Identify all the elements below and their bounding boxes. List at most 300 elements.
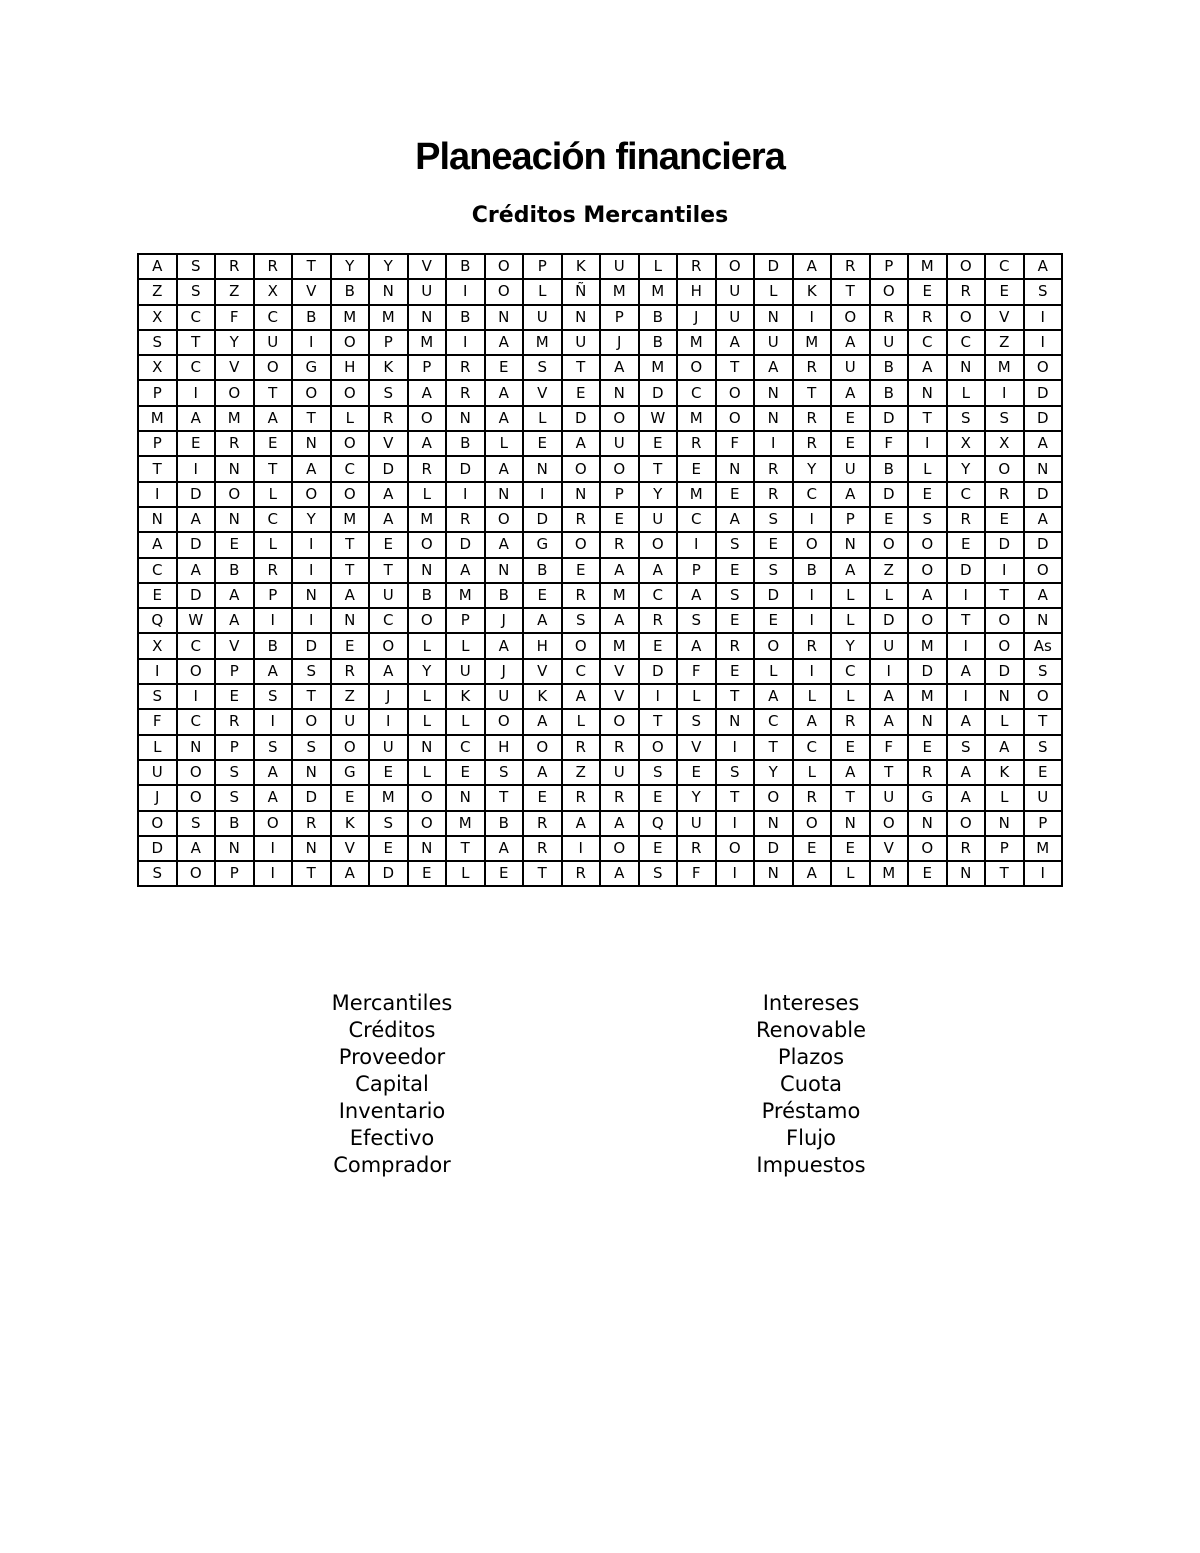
grid-cell[interactable]: R xyxy=(793,355,832,380)
grid-cell[interactable]: I xyxy=(793,305,832,330)
grid-cell[interactable]: X xyxy=(138,305,177,330)
grid-cell[interactable]: E xyxy=(331,633,370,658)
grid-cell[interactable]: R xyxy=(716,633,755,658)
grid-cell[interactable]: O xyxy=(408,406,447,431)
grid-cell[interactable]: U xyxy=(523,305,562,330)
grid-cell[interactable]: A xyxy=(138,532,177,557)
grid-cell[interactable]: S xyxy=(639,861,678,886)
grid-cell[interactable]: P xyxy=(138,380,177,405)
grid-cell[interactable]: L xyxy=(639,254,678,279)
grid-cell[interactable]: I xyxy=(947,583,986,608)
grid-cell[interactable]: V xyxy=(215,355,254,380)
grid-cell[interactable]: O xyxy=(947,305,986,330)
grid-cell[interactable]: N xyxy=(947,861,986,886)
grid-cell[interactable]: B xyxy=(639,330,678,355)
grid-cell[interactable]: T xyxy=(947,608,986,633)
grid-cell[interactable]: R xyxy=(215,254,254,279)
grid-cell[interactable]: S xyxy=(369,811,408,836)
grid-cell[interactable]: B xyxy=(870,456,909,481)
grid-cell[interactable]: O xyxy=(908,836,947,861)
grid-cell[interactable]: E xyxy=(754,532,793,557)
grid-cell[interactable]: M xyxy=(1024,836,1063,861)
grid-cell[interactable]: B xyxy=(485,811,524,836)
grid-cell[interactable]: Z xyxy=(985,330,1024,355)
grid-cell[interactable]: U xyxy=(600,254,639,279)
grid-cell[interactable]: O xyxy=(639,735,678,760)
grid-cell[interactable]: I xyxy=(292,608,331,633)
grid-cell[interactable]: E xyxy=(177,431,216,456)
grid-cell[interactable]: O xyxy=(600,709,639,734)
grid-cell[interactable]: U xyxy=(331,709,370,734)
grid-cell[interactable]: D xyxy=(177,583,216,608)
grid-cell[interactable]: L xyxy=(408,633,447,658)
grid-cell[interactable]: D xyxy=(1024,532,1063,557)
grid-cell[interactable]: R xyxy=(947,836,986,861)
grid-cell[interactable]: O xyxy=(254,355,293,380)
grid-cell[interactable]: I xyxy=(177,456,216,481)
grid-cell[interactable]: B xyxy=(331,279,370,304)
grid-cell[interactable]: N xyxy=(562,305,601,330)
grid-cell[interactable]: T xyxy=(639,709,678,734)
grid-cell[interactable]: N xyxy=(716,709,755,734)
grid-cell[interactable]: K xyxy=(331,811,370,836)
grid-cell[interactable]: N xyxy=(408,836,447,861)
grid-cell[interactable]: X xyxy=(138,633,177,658)
grid-cell[interactable]: C xyxy=(639,583,678,608)
grid-cell[interactable]: O xyxy=(600,406,639,431)
grid-cell[interactable]: E xyxy=(446,760,485,785)
grid-cell[interactable]: J xyxy=(138,785,177,810)
grid-cell[interactable]: N xyxy=(292,836,331,861)
grid-cell[interactable]: N xyxy=(985,684,1024,709)
grid-cell[interactable]: F xyxy=(870,431,909,456)
grid-cell[interactable]: O xyxy=(408,785,447,810)
grid-cell[interactable]: O xyxy=(639,532,678,557)
grid-cell[interactable]: C xyxy=(908,330,947,355)
grid-cell[interactable]: H xyxy=(523,633,562,658)
grid-cell[interactable]: I xyxy=(1024,861,1063,886)
grid-cell[interactable]: T xyxy=(870,760,909,785)
grid-cell[interactable]: R xyxy=(754,456,793,481)
grid-cell[interactable]: B xyxy=(446,305,485,330)
grid-cell[interactable]: I xyxy=(446,482,485,507)
grid-cell[interactable]: Z xyxy=(331,684,370,709)
grid-cell[interactable]: P xyxy=(215,861,254,886)
grid-cell[interactable]: S xyxy=(677,709,716,734)
grid-cell[interactable]: A xyxy=(870,709,909,734)
grid-cell[interactable]: U xyxy=(716,279,755,304)
grid-cell[interactable]: T xyxy=(716,785,755,810)
grid-cell[interactable]: C xyxy=(793,735,832,760)
grid-cell[interactable]: E xyxy=(908,861,947,886)
grid-cell[interactable]: I xyxy=(292,330,331,355)
grid-cell[interactable]: D xyxy=(754,254,793,279)
grid-cell[interactable]: E xyxy=(908,279,947,304)
grid-cell[interactable]: A xyxy=(523,608,562,633)
grid-cell[interactable]: I xyxy=(177,380,216,405)
grid-cell[interactable]: A xyxy=(985,735,1024,760)
grid-cell[interactable]: S xyxy=(369,380,408,405)
grid-cell[interactable]: I xyxy=(793,659,832,684)
grid-cell[interactable]: M xyxy=(138,406,177,431)
grid-cell[interactable]: M xyxy=(600,279,639,304)
grid-cell[interactable]: L xyxy=(446,709,485,734)
grid-cell[interactable]: A xyxy=(177,507,216,532)
grid-cell[interactable]: N xyxy=(138,507,177,532)
grid-cell[interactable]: T xyxy=(1024,709,1063,734)
grid-cell[interactable]: D xyxy=(369,861,408,886)
grid-cell[interactable]: P xyxy=(408,355,447,380)
grid-cell[interactable]: B xyxy=(870,380,909,405)
grid-cell[interactable]: R xyxy=(793,633,832,658)
grid-cell[interactable]: H xyxy=(331,355,370,380)
grid-cell[interactable]: E xyxy=(331,785,370,810)
grid-cell[interactable]: E xyxy=(908,482,947,507)
grid-cell[interactable]: F xyxy=(677,861,716,886)
grid-cell[interactable]: O xyxy=(331,482,370,507)
grid-cell[interactable]: N xyxy=(215,456,254,481)
grid-cell[interactable]: L xyxy=(408,684,447,709)
grid-cell[interactable]: N xyxy=(485,482,524,507)
grid-cell[interactable]: N xyxy=(215,836,254,861)
grid-cell[interactable]: E xyxy=(716,608,755,633)
grid-cell[interactable]: O xyxy=(870,811,909,836)
grid-cell[interactable]: O xyxy=(408,532,447,557)
grid-cell[interactable]: Z xyxy=(562,760,601,785)
grid-cell[interactable]: T xyxy=(716,684,755,709)
grid-cell[interactable]: D xyxy=(523,507,562,532)
grid-cell[interactable]: D xyxy=(446,456,485,481)
grid-cell[interactable]: T xyxy=(793,380,832,405)
grid-cell[interactable]: A xyxy=(831,760,870,785)
grid-cell[interactable]: S xyxy=(947,735,986,760)
grid-cell[interactable]: P xyxy=(138,431,177,456)
grid-cell[interactable]: M xyxy=(870,861,909,886)
grid-cell[interactable]: I xyxy=(985,380,1024,405)
grid-cell[interactable]: A xyxy=(1024,583,1063,608)
grid-cell[interactable]: T xyxy=(292,406,331,431)
grid-cell[interactable]: A xyxy=(562,431,601,456)
grid-cell[interactable]: U xyxy=(600,431,639,456)
grid-cell[interactable]: T xyxy=(292,254,331,279)
grid-cell[interactable]: I xyxy=(254,709,293,734)
grid-cell[interactable]: A xyxy=(177,836,216,861)
grid-cell[interactable]: D xyxy=(870,406,909,431)
grid-cell[interactable]: W xyxy=(177,608,216,633)
grid-cell[interactable]: A xyxy=(485,330,524,355)
grid-cell[interactable]: L xyxy=(408,709,447,734)
grid-cell[interactable]: R xyxy=(947,279,986,304)
grid-cell[interactable]: R xyxy=(831,254,870,279)
grid-cell[interactable]: E xyxy=(831,836,870,861)
grid-cell[interactable]: R xyxy=(254,558,293,583)
grid-cell[interactable]: V xyxy=(985,305,1024,330)
grid-cell[interactable]: U xyxy=(369,735,408,760)
grid-cell[interactable]: R xyxy=(908,305,947,330)
grid-cell[interactable]: I xyxy=(177,684,216,709)
grid-cell[interactable]: E xyxy=(793,836,832,861)
grid-cell[interactable]: A xyxy=(1024,254,1063,279)
grid-cell[interactable]: I xyxy=(254,861,293,886)
grid-cell[interactable]: E xyxy=(870,507,909,532)
grid-cell[interactable]: M xyxy=(908,254,947,279)
grid-cell[interactable]: U xyxy=(870,633,909,658)
grid-cell[interactable]: V xyxy=(369,431,408,456)
grid-cell[interactable]: T xyxy=(985,583,1024,608)
grid-cell[interactable]: M xyxy=(446,811,485,836)
grid-cell[interactable]: O xyxy=(408,608,447,633)
grid-cell[interactable]: N xyxy=(600,380,639,405)
grid-cell[interactable]: N xyxy=(292,760,331,785)
grid-cell[interactable]: S xyxy=(754,558,793,583)
grid-cell[interactable]: O xyxy=(254,811,293,836)
grid-cell[interactable]: U xyxy=(831,456,870,481)
grid-cell[interactable]: D xyxy=(446,532,485,557)
grid-cell[interactable]: D xyxy=(870,482,909,507)
grid-cell[interactable]: Y xyxy=(947,456,986,481)
grid-cell[interactable]: I xyxy=(985,558,1024,583)
grid-cell[interactable]: F xyxy=(870,735,909,760)
grid-cell[interactable]: O xyxy=(408,811,447,836)
grid-cell[interactable]: R xyxy=(215,431,254,456)
grid-cell[interactable]: S xyxy=(215,785,254,810)
grid-cell[interactable]: I xyxy=(870,659,909,684)
grid-cell[interactable]: A xyxy=(831,330,870,355)
grid-cell[interactable]: L xyxy=(831,861,870,886)
grid-cell[interactable]: I xyxy=(523,482,562,507)
grid-cell[interactable]: L xyxy=(754,279,793,304)
grid-cell[interactable]: K xyxy=(369,355,408,380)
grid-cell[interactable]: T xyxy=(523,861,562,886)
grid-cell[interactable]: T xyxy=(292,861,331,886)
grid-cell[interactable]: As xyxy=(1024,633,1063,658)
grid-cell[interactable]: O xyxy=(716,254,755,279)
grid-cell[interactable]: O xyxy=(870,532,909,557)
grid-cell[interactable]: O xyxy=(1024,684,1063,709)
grid-cell[interactable]: E xyxy=(562,558,601,583)
grid-cell[interactable]: I xyxy=(793,507,832,532)
grid-cell[interactable]: Z xyxy=(215,279,254,304)
grid-cell[interactable]: N xyxy=(331,608,370,633)
grid-cell[interactable]: A xyxy=(215,608,254,633)
grid-cell[interactable]: O xyxy=(177,659,216,684)
grid-cell[interactable]: C xyxy=(947,482,986,507)
grid-cell[interactable]: R xyxy=(292,811,331,836)
grid-cell[interactable]: T xyxy=(485,785,524,810)
grid-cell[interactable]: I xyxy=(793,608,832,633)
grid-cell[interactable]: D xyxy=(1024,406,1063,431)
grid-cell[interactable]: O xyxy=(485,254,524,279)
grid-cell[interactable]: B xyxy=(793,558,832,583)
grid-cell[interactable]: A xyxy=(177,406,216,431)
grid-cell[interactable]: F xyxy=(215,305,254,330)
grid-cell[interactable]: U xyxy=(408,279,447,304)
grid-cell[interactable]: I xyxy=(716,735,755,760)
grid-cell[interactable]: X xyxy=(985,431,1024,456)
grid-cell[interactable]: A xyxy=(947,659,986,684)
grid-cell[interactable]: N xyxy=(1024,456,1063,481)
grid-cell[interactable]: L xyxy=(793,760,832,785)
grid-cell[interactable]: E xyxy=(523,785,562,810)
grid-cell[interactable]: G xyxy=(331,760,370,785)
grid-cell[interactable]: N xyxy=(754,380,793,405)
grid-cell[interactable]: S xyxy=(1024,735,1063,760)
grid-cell[interactable]: C xyxy=(254,507,293,532)
grid-cell[interactable]: S xyxy=(639,760,678,785)
grid-cell[interactable]: X xyxy=(947,431,986,456)
grid-cell[interactable]: N xyxy=(408,735,447,760)
grid-cell[interactable]: M xyxy=(215,406,254,431)
grid-cell[interactable]: O xyxy=(1024,558,1063,583)
grid-cell[interactable]: E xyxy=(716,558,755,583)
grid-cell[interactable]: V xyxy=(523,659,562,684)
grid-cell[interactable]: R xyxy=(331,659,370,684)
grid-cell[interactable]: C xyxy=(562,659,601,684)
grid-cell[interactable]: L xyxy=(331,406,370,431)
grid-cell[interactable]: B xyxy=(523,558,562,583)
grid-cell[interactable]: A xyxy=(254,659,293,684)
grid-cell[interactable]: T xyxy=(716,355,755,380)
grid-cell[interactable]: N xyxy=(408,305,447,330)
grid-cell[interactable]: U xyxy=(677,811,716,836)
grid-cell[interactable]: I xyxy=(292,532,331,557)
grid-cell[interactable]: E xyxy=(369,532,408,557)
grid-cell[interactable]: N xyxy=(947,355,986,380)
grid-cell[interactable]: C xyxy=(677,507,716,532)
grid-cell[interactable]: A xyxy=(600,608,639,633)
grid-cell[interactable]: O xyxy=(754,633,793,658)
grid-cell[interactable]: A xyxy=(446,558,485,583)
grid-cell[interactable]: C xyxy=(138,558,177,583)
grid-cell[interactable]: W xyxy=(639,406,678,431)
grid-cell[interactable]: O xyxy=(831,305,870,330)
grid-cell[interactable]: R xyxy=(446,507,485,532)
grid-cell[interactable]: A xyxy=(831,380,870,405)
grid-cell[interactable]: M xyxy=(369,305,408,330)
grid-cell[interactable]: R xyxy=(793,785,832,810)
grid-cell[interactable]: I xyxy=(254,608,293,633)
grid-cell[interactable]: A xyxy=(485,633,524,658)
grid-cell[interactable]: I xyxy=(446,330,485,355)
grid-cell[interactable]: R xyxy=(870,305,909,330)
grid-cell[interactable]: E xyxy=(831,431,870,456)
grid-cell[interactable]: E xyxy=(985,279,1024,304)
grid-cell[interactable]: U xyxy=(138,760,177,785)
grid-cell[interactable]: Y xyxy=(369,254,408,279)
grid-cell[interactable]: S xyxy=(215,760,254,785)
grid-cell[interactable]: A xyxy=(369,482,408,507)
grid-cell[interactable]: I xyxy=(138,659,177,684)
grid-cell[interactable]: D xyxy=(870,608,909,633)
grid-cell[interactable]: R xyxy=(947,507,986,532)
grid-cell[interactable]: M xyxy=(600,633,639,658)
grid-cell[interactable]: O xyxy=(716,836,755,861)
grid-cell[interactable]: R xyxy=(793,406,832,431)
grid-cell[interactable]: C xyxy=(754,709,793,734)
grid-cell[interactable]: R xyxy=(908,760,947,785)
grid-cell[interactable]: M xyxy=(908,633,947,658)
grid-cell[interactable]: F xyxy=(677,659,716,684)
grid-cell[interactable]: L xyxy=(523,406,562,431)
grid-cell[interactable]: A xyxy=(485,380,524,405)
grid-cell[interactable]: E xyxy=(215,684,254,709)
grid-cell[interactable]: I xyxy=(947,633,986,658)
grid-cell[interactable]: V xyxy=(677,735,716,760)
grid-cell[interactable]: A xyxy=(600,811,639,836)
grid-cell[interactable]: R xyxy=(562,583,601,608)
grid-cell[interactable]: P xyxy=(985,836,1024,861)
grid-cell[interactable]: D xyxy=(292,785,331,810)
grid-cell[interactable]: E xyxy=(1024,760,1063,785)
grid-cell[interactable]: D xyxy=(754,836,793,861)
grid-cell[interactable]: R xyxy=(677,254,716,279)
grid-cell[interactable]: I xyxy=(793,583,832,608)
grid-cell[interactable]: A xyxy=(408,431,447,456)
grid-cell[interactable]: V xyxy=(331,836,370,861)
grid-cell[interactable]: O xyxy=(485,709,524,734)
grid-cell[interactable]: E xyxy=(677,456,716,481)
grid-cell[interactable]: S xyxy=(716,760,755,785)
grid-cell[interactable]: O xyxy=(677,355,716,380)
grid-cell[interactable]: N xyxy=(754,305,793,330)
grid-cell[interactable]: I xyxy=(754,431,793,456)
grid-cell[interactable]: R xyxy=(523,811,562,836)
grid-cell[interactable]: A xyxy=(831,482,870,507)
grid-cell[interactable]: A xyxy=(793,254,832,279)
grid-cell[interactable]: E xyxy=(639,431,678,456)
grid-cell[interactable]: A xyxy=(793,709,832,734)
grid-cell[interactable]: J xyxy=(600,330,639,355)
grid-cell[interactable]: S xyxy=(985,406,1024,431)
grid-cell[interactable]: N xyxy=(754,861,793,886)
grid-cell[interactable]: S xyxy=(254,684,293,709)
grid-cell[interactable]: E xyxy=(485,355,524,380)
grid-cell[interactable]: N xyxy=(523,456,562,481)
grid-cell[interactable]: R xyxy=(369,406,408,431)
grid-cell[interactable]: A xyxy=(523,760,562,785)
grid-cell[interactable]: M xyxy=(600,583,639,608)
grid-cell[interactable]: S xyxy=(754,507,793,532)
grid-cell[interactable]: E xyxy=(639,836,678,861)
grid-cell[interactable]: S xyxy=(523,355,562,380)
grid-cell[interactable]: B xyxy=(215,811,254,836)
grid-cell[interactable]: O xyxy=(562,532,601,557)
grid-cell[interactable]: Y xyxy=(331,254,370,279)
grid-cell[interactable]: L xyxy=(254,532,293,557)
grid-cell[interactable]: P xyxy=(831,507,870,532)
grid-cell[interactable]: O xyxy=(292,380,331,405)
grid-cell[interactable]: O xyxy=(793,811,832,836)
grid-cell[interactable]: Y xyxy=(292,507,331,532)
grid-cell[interactable]: A xyxy=(254,760,293,785)
grid-cell[interactable]: K xyxy=(446,684,485,709)
grid-cell[interactable]: G xyxy=(292,355,331,380)
grid-cell[interactable]: L xyxy=(793,684,832,709)
grid-cell[interactable]: O xyxy=(716,380,755,405)
grid-cell[interactable]: O xyxy=(985,456,1024,481)
grid-cell[interactable]: A xyxy=(523,709,562,734)
grid-cell[interactable]: A xyxy=(831,558,870,583)
grid-cell[interactable]: E xyxy=(639,633,678,658)
grid-cell[interactable]: E xyxy=(754,608,793,633)
grid-cell[interactable]: A xyxy=(947,709,986,734)
grid-cell[interactable]: S xyxy=(716,583,755,608)
grid-cell[interactable]: T xyxy=(754,735,793,760)
grid-cell[interactable]: N xyxy=(985,811,1024,836)
grid-cell[interactable]: R xyxy=(562,785,601,810)
grid-cell[interactable]: G xyxy=(908,785,947,810)
grid-cell[interactable]: D xyxy=(639,659,678,684)
